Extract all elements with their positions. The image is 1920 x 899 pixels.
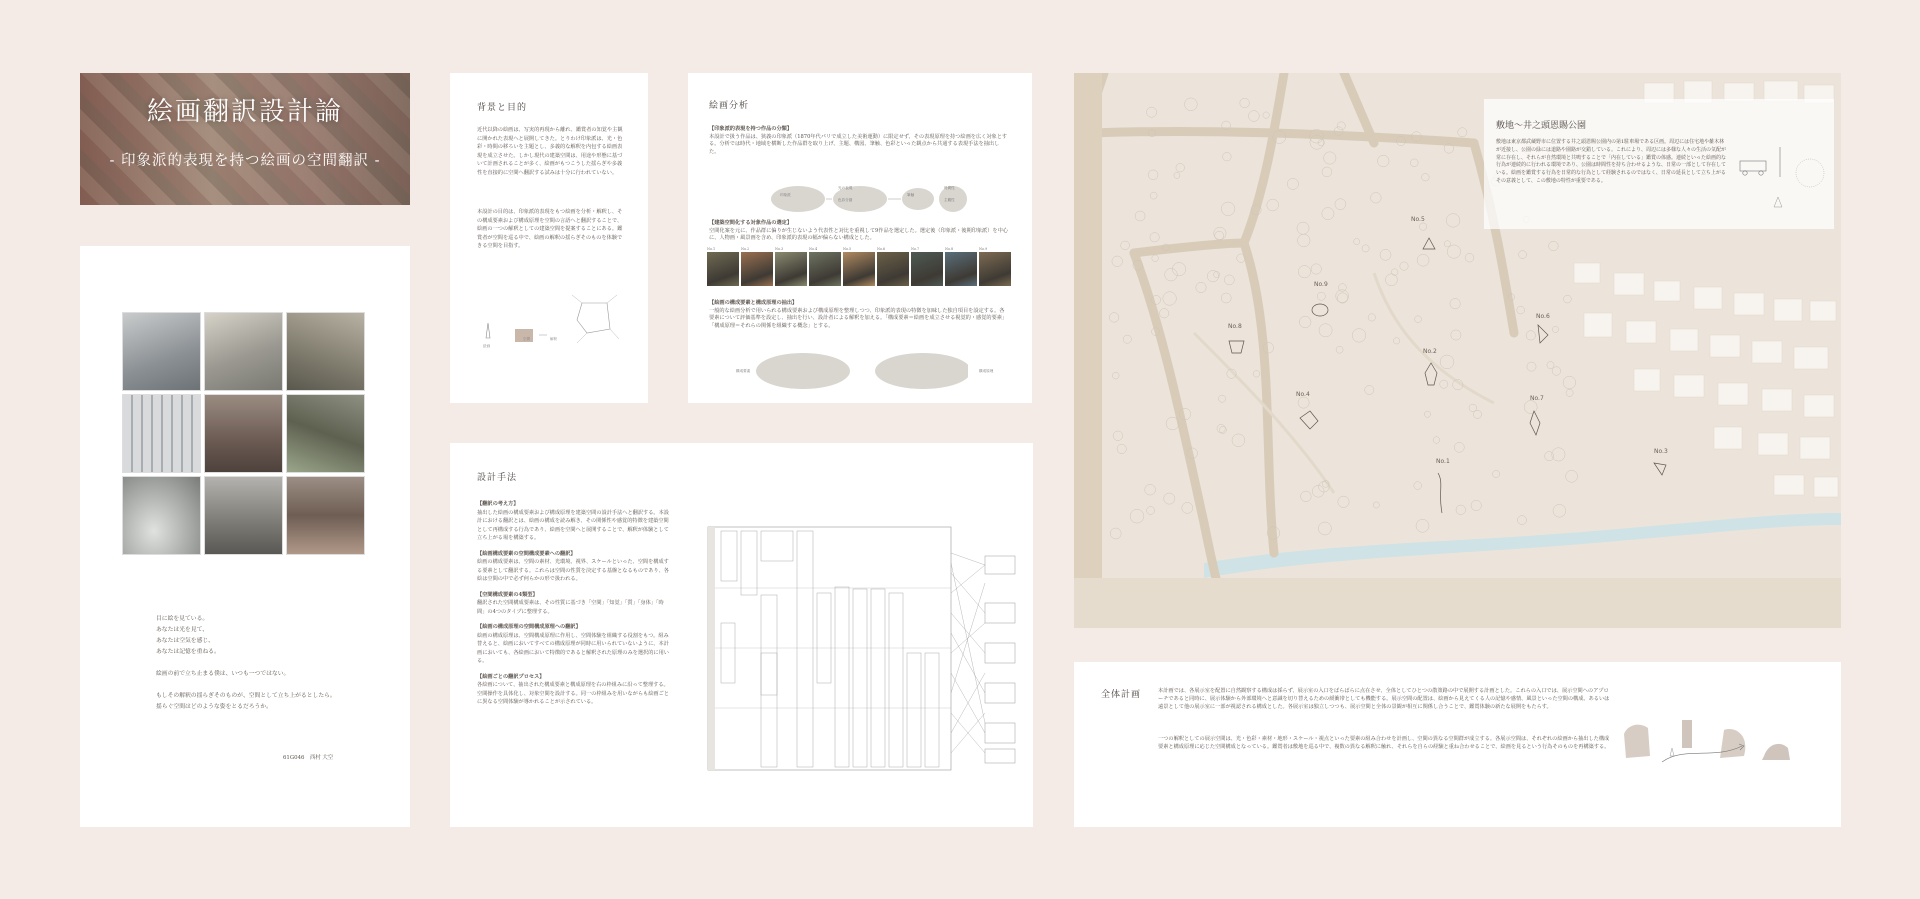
flow-label: 色彩分割 [838,198,853,202]
analysis-s1-title: 【印象派的表現を持つ作品の分類】 [709,126,793,132]
model-photo [122,394,201,473]
model-photo [204,394,283,473]
design-s1-title: 【翻訳の考え方】 [477,501,519,507]
bubble-label: 構成要素 [736,369,751,373]
painting-thumbnail [707,247,739,287]
analysis-s3-title: 【絵画の構成要素と構成原理の抽出】 [709,300,798,306]
element-principle-diagram [748,350,968,392]
painting-number: No.8 [945,247,954,251]
cover-title: 絵画翻訳設計論 [146,97,343,127]
site-heading: 敷地～井之頭恩賜公園 [1496,121,1587,131]
painting-image [877,252,909,286]
painting-thumbnail [945,247,977,287]
classification-flow [768,179,968,219]
map-marker-label: No.4 [1296,391,1310,398]
site-description: 敷地は東京都武蔵野市に位置する井之頭恩賜公園内の第1駐車場である区画。周辺には住宅地や雑木林が近接し、公園の緑には道路や園路が交錯している。これにより、周辺には多様な人々の生活の気配が常に存在し、それらが自然環境と共鳴することで「内在している」鑑賞の体感。連続といった絵画的な行為が連続的に行われる環境であり、公園は時間性を持ち合わせるような、日常の一部として存在している。絵画を鑑賞する行為を日常的な行為として経験されるのではなく、日常の延長として立ち上がるその意義として、この敷地の特性が重要である。 [1496,139,1727,184]
map-marker-label: No.2 [1423,348,1437,355]
flow-label: 光の表現 [838,186,853,190]
map-marker-label: No.8 [1228,323,1242,330]
design-s3-title: 【空間構成要素の4類型】 [477,591,538,598]
cover-subtitle: - 印象派的表現を持つ絵画の空間翻訳 - [109,153,381,169]
painting-thumbnail [775,247,807,287]
design-heading: 設計手法 [477,473,518,483]
design-s3-body: 翻訳された空間構成要素は、その性質に基づき「空間」「知覚」「質」「身体」「時間」の4つのタイプに整理する。 [477,600,664,615]
flow-label: 主観性 [944,198,955,202]
poem-line: あなたは空気を感じ、 [156,638,214,644]
model-photo [286,394,365,473]
model-photo [204,476,283,555]
poem-line: 揺らぐ空間はどのような姿をとるだろうか。 [156,704,272,710]
painting-number: No.1 [707,247,716,251]
map-marker-label: No.7 [1530,395,1544,402]
site-sketch [1734,147,1830,223]
painting-image [809,252,841,286]
painting-thumbnail [979,247,1011,287]
overall-sketch [1584,700,1824,770]
painting-number: No.2 [741,247,750,251]
design-s2-title: 【絵画構成要素の空間構成要素への翻訳】 [477,550,576,557]
painting-number: No.4 [809,247,818,251]
painting-number: No.6 [877,247,886,251]
map-marker-label: No.3 [1654,448,1668,455]
concept-diagram [477,285,627,365]
overall-heading: 全体計画 [1101,690,1142,700]
painting-number: No.7 [911,247,920,251]
background-para-2: 本設計の目的は、印象派的表現をもつ絵画を分析・解釈し、その構成要素および構成原理を空間の言語へと翻訳することで、絵画の一つの解釈としての建築空間を提案することにある。鑑賞者が空間を巡る中で、絵画の解釈の揺らぎそのものを体験できる空間を目指す。 [477,209,623,249]
poem-line [156,680,336,691]
flow-label: 時間性 [944,186,955,190]
painting-number: No.3 [775,247,784,251]
painting-image [911,252,943,286]
translation-process-diagram [707,523,1017,773]
analysis-s2-title: 【建築空間化する対象作品の選定】 [709,220,793,226]
site-info-box [1484,99,1834,229]
background-panel [450,73,648,403]
analysis-panel [688,73,1032,403]
model-photo [122,476,201,555]
poem-line: あなたは光を見て、 [156,627,209,633]
model-photo [286,312,365,391]
diagram-label: 絵画 [483,344,491,348]
poem-line: あなたは記憶を重ねる。 [156,649,220,655]
analysis-s2-body: 空間化案を元に、作品群に偏りが生じないよう代表性と対比を重視して9作品を選定した。選定後（印象派・後期印象派）を中心に、人物画・風景画を含め、印象派的表現の幅が偏らない構成とした。 [709,228,1008,242]
design-s5-body: 各絵画について、抽出された構成要素と構成原理を右の枠組みに沿って整理する。空間操作を具体化し、対象空間を設計する。同一の枠組みを用いながらも絵画ごとに異なる空間体験が導かれることが示されている。 [477,682,669,705]
model-photo [204,312,283,391]
photo-grid [122,312,365,555]
analysis-s1-body: 本設計で扱う作品は、狭義の印象派（1870年代パリで成立した美術運動）に限定せず、その表現原理を持つ絵画を広く対象とする。分析では時代・地域を横断した作品群を取り上げ、主題、構図、筆触、色彩といった観点から共通する表現手法を抽出した。 [709,134,1008,155]
painting-image [945,252,977,286]
painting-image [775,252,807,286]
poem-line: 絵画の前で立ち止まる僕は、いつも一つではない。 [156,671,290,677]
design-method-panel [450,443,1033,827]
map-marker-label: No.9 [1314,281,1328,288]
diagram-label: 空間 [523,337,531,341]
design-s4-title: 【絵画の構成原理の空間構成原理への翻訳】 [477,624,581,630]
painting-image [707,252,739,286]
design-s5-title: 【絵画ごとの翻訳プロセス】 [477,673,545,680]
painting-number: No.5 [843,247,852,251]
painting-image [979,252,1011,286]
model-photo [286,476,365,555]
cover-banner [80,73,410,205]
painting-image [843,252,875,286]
background-heading: 背景と目的 [477,103,528,113]
intro-poem [156,614,336,713]
painting-thumbnail [809,247,841,287]
design-s4-body: 絵画の構成原理は、空間構成原理に作用し、空間体験を組織する役割をもつ。組み替えると、絵画においてすべての構成原理が同時に用いられていないように、本計画においても、各絵画において特徴的であると解釈された原理のみを選択的に用いる。 [477,632,669,664]
overall-body-2: 一つの解釈としての展示空間は、光・色彩・素材・地形・スケール・視点といった要素の組み合わせを計画し、空間の異なる空間群が成立する。各展示空間は、それぞれの絵画から抽出した構成要素と構成原理に応じた空間構成となっている。鑑賞者は敷地を巡る中で、複数の異なる解釈に触れ、それらを自らの経験と重ね合わせることで、絵画を見るという行為そのものを再構築する。 [1158,736,1610,750]
flow-label: 筆触 [907,193,915,197]
flow-label: 印象派 [780,193,791,197]
painting-image [741,252,773,286]
painting-thumbnail [741,247,773,287]
map-marker-label: No.1 [1436,458,1450,465]
poem-line [156,658,336,669]
painting-strip [707,247,1013,287]
overall-plan-panel [1074,662,1841,827]
background-para-1: 近代以降の絵画は、写実的再現から離れ、鑑賞者の知覚や主観に開かれた表現へと展開してきた。とりわけ印象派は、光・色彩・時間の移ろいを主題とし、多義的な解釈を内包する絵画表現を成立させた。しかし現代の建築空間は、用途や形態に基づいて計画されることが多く、絵画がもつこうした揺らぎや多義性を直接的に空間へ翻訳する試みは十分に行われていない。 [477,127,623,176]
design-s2-body: 絵画の構成要素は、空間の素材、光環境、視界、スケールといった、空間を構成する要素として翻訳する。これらは空間の性質を決定する基盤となるものであり、各絵は空間の中で必ず何らかの形で扱われる。 [477,559,669,582]
map-marker-label: No.6 [1536,313,1550,320]
map-marker-label: No.5 [1411,216,1425,223]
poem-line: もしその解釈の揺らぎそのものが、空間として立ち上がるとしたら。 [156,693,336,699]
design-s1-body: 抽出した絵画の構成要素および構成原理を建築空間の設計手法へと翻訳する。本設計における翻訳とは、絵画の構成を読み解き、その関係性や感覚的特徴を建築空間として再構成する行為であり、絵画を空間へと展開することで、解釈が体験として立ち上がる場を構築する。 [477,509,669,541]
site-map [1074,73,1841,628]
bubble-label: 構成原理 [979,369,994,373]
painting-thumbnail [877,247,909,287]
intro-panel [80,246,410,827]
overall-body-1: 本計画では、各展示室を配置に自然観察する構成は採らず、展示室の入口をばらばらに点在させ、全体としてひとつの散策路の中で展開する計画とした。これらの入口では、展示空間へのアプローチであると同時に、展示体験から外部環境へと意識を切り替えるための緩衝帯としても機能する。展示空間の配置は、絵画から見えてくる人の記憶や感情、風景といった空間の構成、あるいは遠景として他の展示室に一部が視認される構成とした。各展示室は独立しつつも、展示空間と全体の景観が相互に関係し合うことで、鑑賞体験の新たな展開をもたらす。 [1158,688,1610,710]
painting-thumbnail [843,247,875,287]
analysis-s3-body: 一般的な絵画分析で用いられる構成要素および構成原理を整理しつつ、印象派的表現の特徴を加味した独自項目を設定する。各要素について評価基準を設定し、抽出を行い、設計者による解釈を加える。「構成要素＝絵画を成立させる視覚的・感覚的要素」「構成原理＝それらの関係を組織する概念」とする。 [709,308,1008,329]
painting-thumbnail [911,247,943,287]
design-text-column [477,500,669,707]
diagram-label: 解釈 [550,337,558,341]
analysis-heading: 絵画分析 [709,101,750,111]
painting-number: No.9 [979,247,988,251]
poem-line: 目に絵を見ている。 [156,616,209,622]
author-signature: 61G046 西村 大空 [283,755,334,761]
model-photo [122,312,201,391]
